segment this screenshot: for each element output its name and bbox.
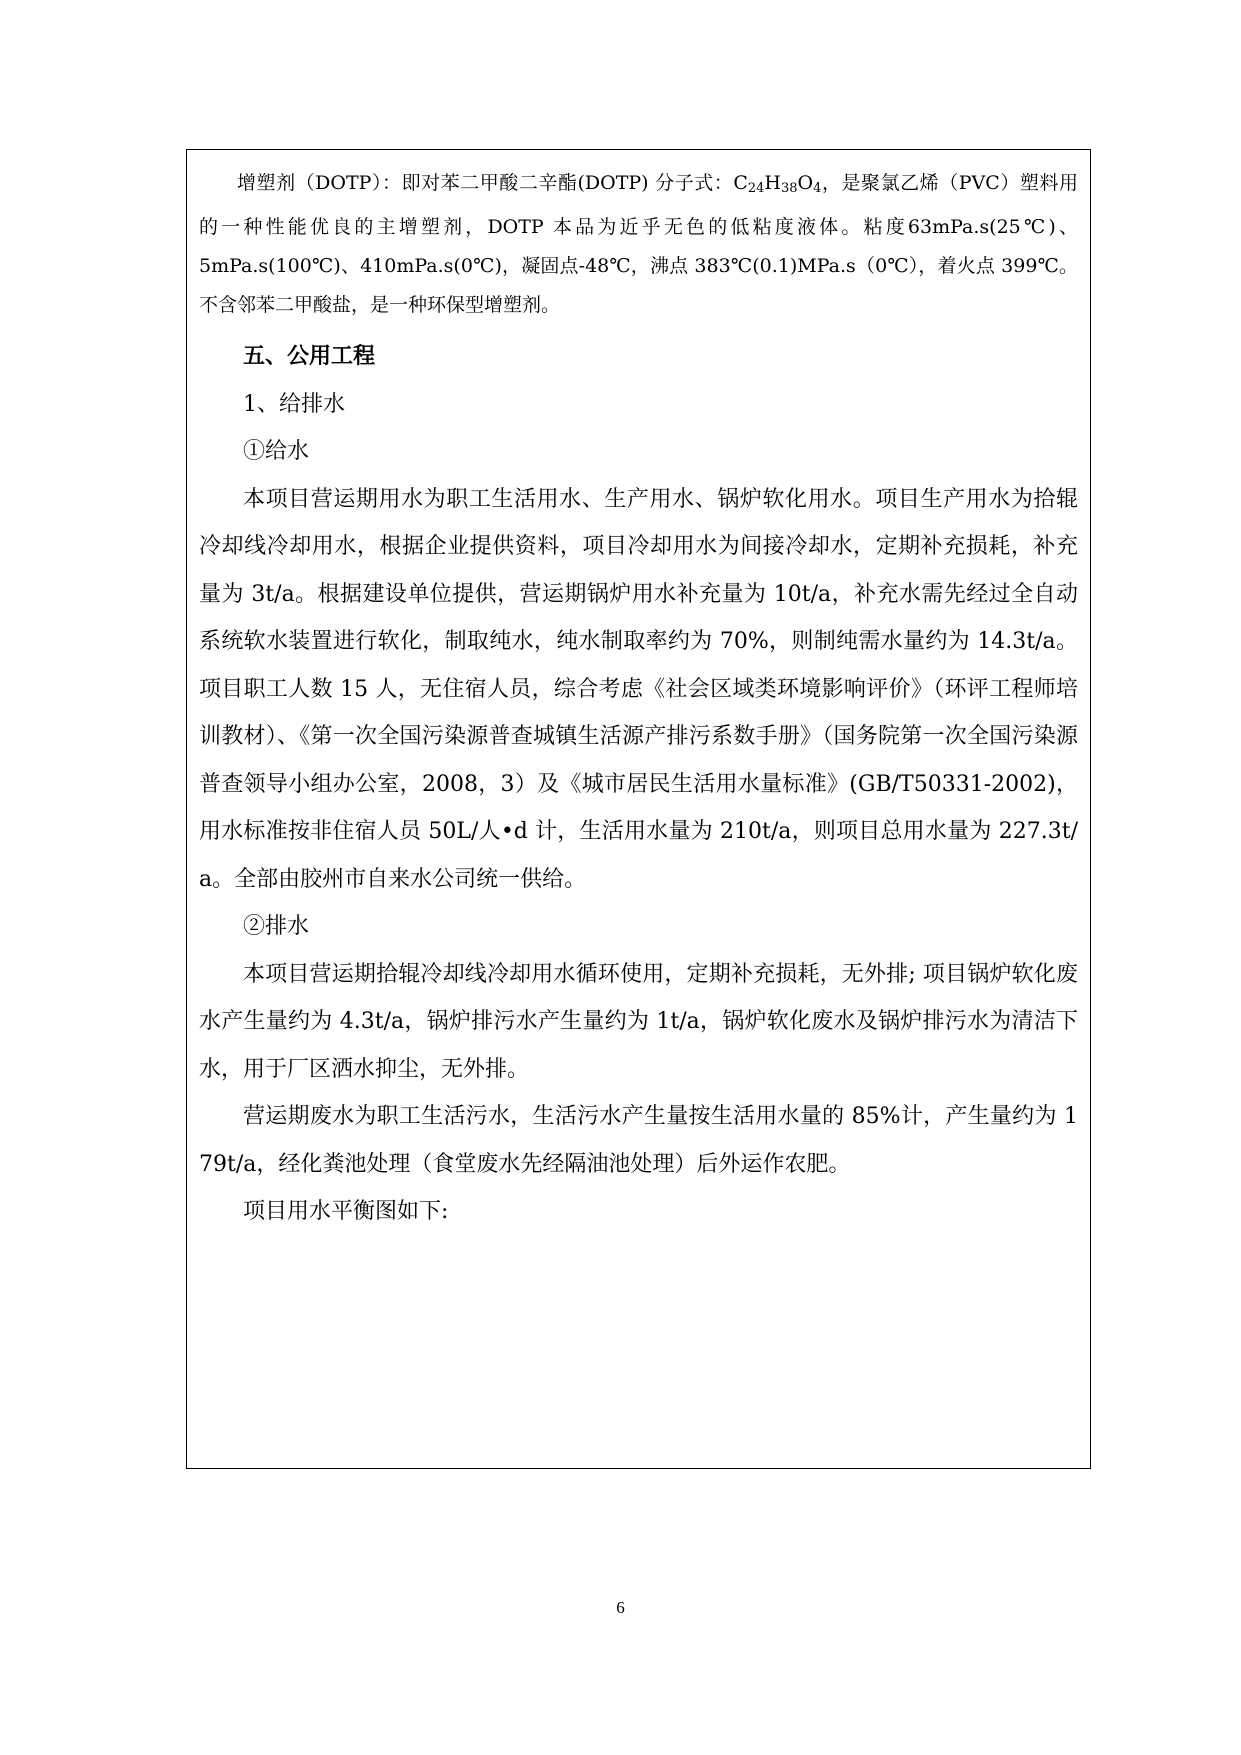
content-body [199, 164, 1078, 1236]
wastewater-paragraph: 营运期废水为职工生活污水，生活污水产生量按生活用水量的 85%计，产生量约为 179t/a，经化粪池处理（食堂废水先经隔油池处理）后外运作农肥。 [199, 1104, 1078, 1177]
formula-sub-c: 24 [747, 181, 765, 196]
page-number: 6 [616, 1598, 625, 1617]
formula-sub-o: 4 [813, 181, 822, 196]
dotp-text-c: O [797, 172, 814, 194]
dotp-text-a: 增塑剂（DOTP）：即对苯二甲酸二辛酯(DOTP) 分子式：C [237, 172, 748, 194]
section-title: 五、公用工程 [243, 343, 376, 369]
dotp-paragraph [199, 164, 1078, 325]
formula-sub-h: 38 [781, 181, 798, 196]
drainage-paragraph: 本项目营运期拾辊冷却线冷却用水循环使用，定期补充损耗，无外排; 项目锅炉软化废水产生量约为 4.3t/a，锅炉排污水产生量约为 1t/a，锅炉软化废水及锅炉排污水为清洁下水，用于厂区洒水抑尘，无外排。 [199, 961, 1078, 1082]
item-drainage: ②排水 [243, 914, 310, 939]
content-frame [186, 149, 1091, 1469]
water-supply-paragraph: 本项目营运期用水为职工生活用水、生产用水、锅炉软化用水。项目生产用水为拾辊冷却线冷却用水，根据企业提供资料，项目冷却用水为间接冷却水，定期补充损耗，补充量为 3t/a。根据建设单位提供，营运期锅炉用水补充量为 10t/a，补充水需先经过全自动系统软水装置进行软化，制取纯水，纯水制取率约为 70%，则制纯需水量约为 14.3t/a。项目职工人数 15 人，无住宿人员，综合考虑《社会区域类环境影响评价》（环评工程师培训教材）、《第一次全国污染源普查城镇生活源产排污系数手册》（国务院第一次全国污染源普查领导小组办公室，2008，3）及《城市居民生活用水量标准》(GB/T50331-2002)，用水标准按非住宿人员 50L/人•d 计，生活用水量为 210t/a，则项目总用水量为 227.3t/a。全部由胶州市自来水公司统一供给。 [199, 486, 1078, 892]
water-balance-intro: 项目用水平衡图如下: [243, 1199, 449, 1224]
dotp-text-d: ，是聚氯乙烯（PVC）塑料用的一种性能优良的主增塑剂，DOTP 本品为近乎无色的低粘度液体。粘度63mPa.s(25℃)、5mPa.s(100℃)、410mPa.s(0℃)，凝固点-48℃，沸点 383℃(0.1)MPa.s（0℃），着火点 399℃。不含邻苯二甲酸盐，是一种环保型增塑剂。 [199, 172, 1078, 316]
subsection-title: 1、给排水 [243, 391, 345, 417]
item-water-supply: ①给水 [243, 439, 310, 464]
dotp-text-b: H [764, 172, 781, 194]
